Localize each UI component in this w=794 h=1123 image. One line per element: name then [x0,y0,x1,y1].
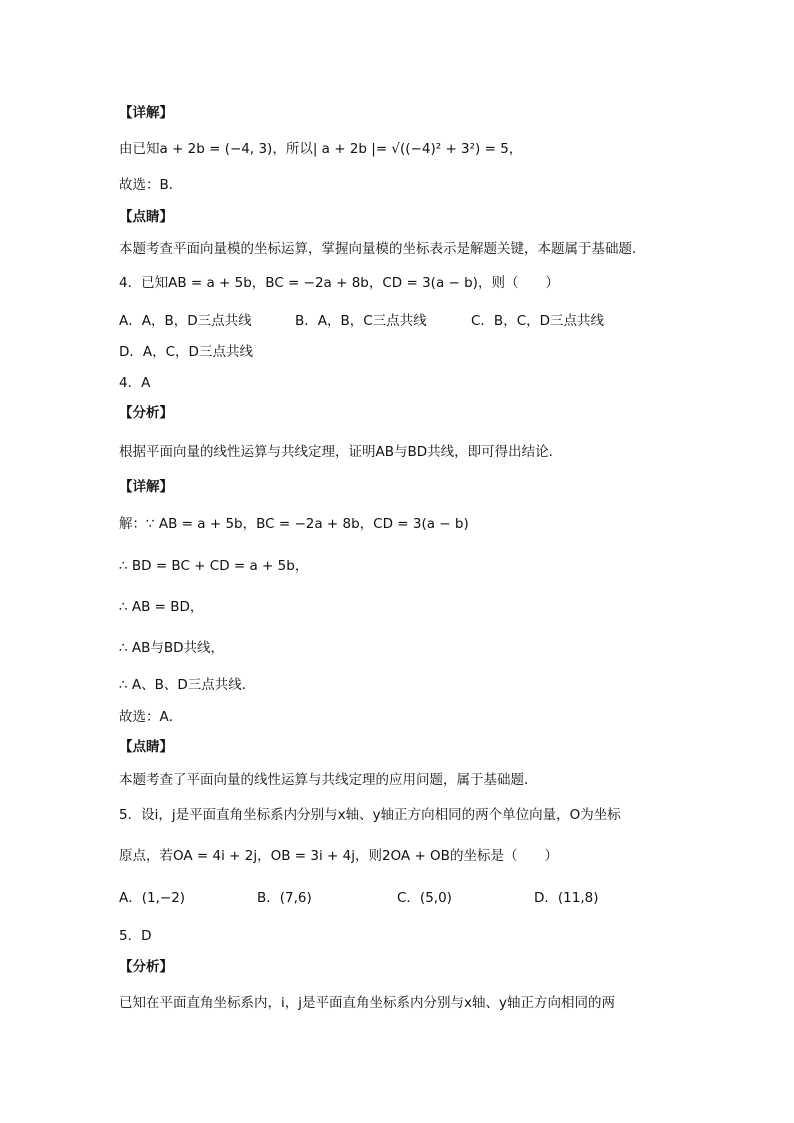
q5-option-c: C．(5,0) [397,890,452,906]
q4-answer: 4．A [119,375,151,391]
q5-stem-line-2: 原点，若OA = 4i + 2j，OB = 3i + 4j，则2OA + OB的坐标是（ ） [119,848,558,864]
q4-comment-text: 本题考查了平面向量的线性运算与共线定理的应用问题，属于基础题． [119,772,538,788]
section-heading-comment: 【点睛】 [119,739,173,755]
q4-option-a: A．A，B，D三点共线 [119,313,252,329]
q3-detail-line: 由已知a + 2b = (−4, 3)，所以| a + 2b |= √((−4)² + 3²) = 5， [119,141,523,157]
q3-choice: 故选：B． [119,177,183,193]
q4-options-row [119,312,679,330]
q5-stem-line-1: 5．设i，j是平面直角坐标系内分别与x轴、y轴正方向相同的两个单位向量，O为坐标 [119,807,621,823]
q4-solution-line: ∴ A、B、D三点共线． [119,677,256,693]
section-heading-analysis: 【分析】 [119,405,173,421]
q4-choice: 故选：A． [119,709,183,725]
q5-option-b: B．(7,6) [257,890,312,906]
q3-comment-text: 本题考查平面向量模的坐标运算，掌握向量模的坐标表示是解题关键，本题属于基础题． [119,241,646,257]
q4-option-c: C．B，C，D三点共线 [471,313,605,329]
q5-option-d: D．(11,8) [534,890,599,906]
q5-options-row [119,889,679,907]
q4-solution-line: 解：∵ AB = a + 5b，BC = −2a + 8b，CD = 3(a − b) [119,516,469,532]
q4-stem: 4．已知AB = a + 5b，BC = −2a + 8b，CD = 3(a − b)，则（ ） [119,275,559,291]
section-heading-detail: 【详解】 [119,479,173,495]
q4-option-d: D．A，C，D三点共线 [119,344,253,360]
q5-answer: 5．D [119,928,152,944]
q4-solution-line: ∴ AB与BD共线， [119,640,225,656]
section-heading-analysis: 【分析】 [119,959,173,975]
q5-option-a: A．(1,−2) [119,890,186,906]
section-heading-detail: 【详解】 [119,105,173,121]
section-heading-comment: 【点睛】 [119,209,173,225]
q5-analysis-text: 已知在平面直角坐标系内，i，j是平面直角坐标系内分别与x轴、y轴正方向相同的两 [119,995,615,1011]
q4-option-b: B．A，B，C三点共线 [295,313,427,329]
q4-solution-line: ∴ BD = BC + CD = a + 5b， [119,558,309,574]
q4-analysis-text: 根据平面向量的线性运算与共线定理，证明AB与BD共线，即可得出结论． [119,444,563,460]
q4-solution-line: ∴ AB = BD， [119,599,204,615]
